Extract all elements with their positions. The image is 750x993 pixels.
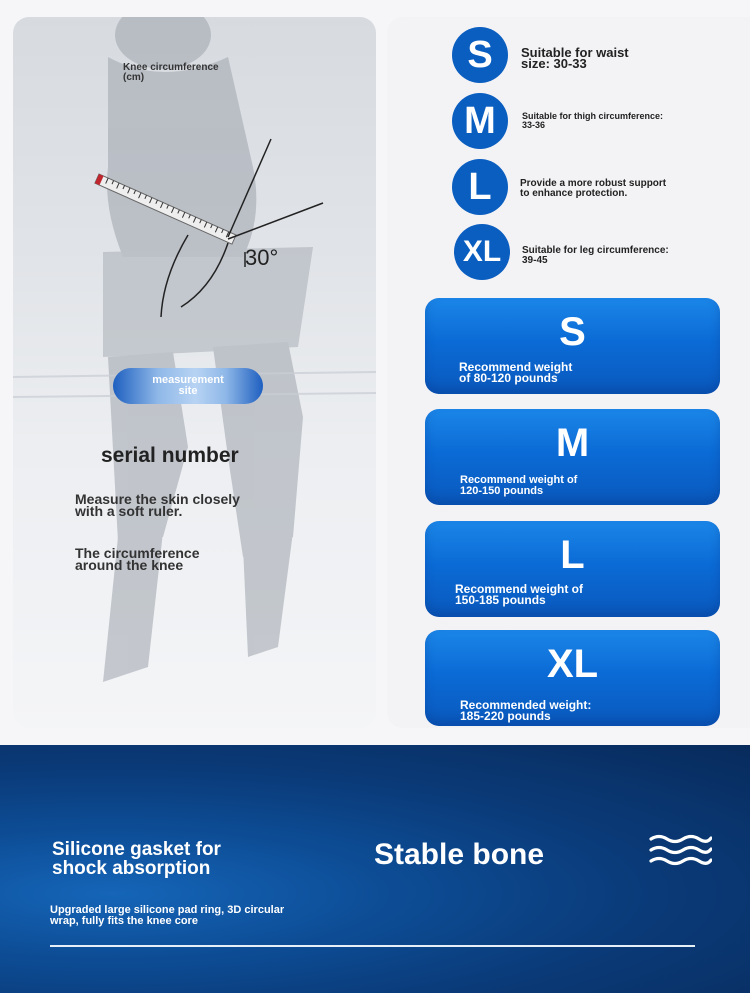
size-circle-s: S [452, 27, 508, 83]
weight-card-desc: Recommend weight of 120-150 pounds [460, 474, 578, 497]
weight-card-s [425, 298, 720, 394]
weight-card-size: M [555, 421, 590, 465]
weight-card-xl [425, 630, 720, 726]
silicone-gasket-title: Silicone gasket for shock absorption [52, 839, 221, 879]
size-desc-xl: Suitable for leg circumference: 39-45 [522, 245, 669, 266]
weight-card-desc: Recommend weight of 80-120 pounds [459, 360, 573, 385]
size-desc-s: Suitable for waist size: 30-33 [521, 45, 629, 71]
size-desc-l: Provide a more robust support to enhance protection. [520, 178, 667, 199]
weight-card-size: S [559, 310, 586, 354]
weight-card-desc: Recommend weight of 150-185 pounds [455, 582, 584, 607]
stable-bone-title: Stable bone [374, 838, 545, 871]
size-circle-l: L [452, 159, 508, 215]
angle-label: 30° [245, 245, 279, 270]
weight-card-desc: Recommended weight: 185-220 pounds [460, 698, 592, 723]
measurement-site-pill: measurement site [113, 368, 263, 404]
feature-banner [0, 745, 750, 993]
weight-card-size: XL [546, 642, 599, 686]
knee-circumference-title: Knee circumference (cm) [123, 62, 219, 83]
silicone-gasket-description: Upgraded large silicone pad ring, 3D circular wrap, fully fits the knee core [50, 904, 285, 927]
weight-card-m [425, 409, 720, 505]
wave-icon [648, 833, 712, 869]
size-circle-xl: XL [454, 224, 510, 280]
weight-card-l [425, 521, 720, 617]
instruction-knee-circumference: The circumference around the knee [75, 545, 200, 573]
instruction-soft-ruler: Measure the skin closely with a soft ruler. [75, 491, 240, 519]
size-desc-m: Suitable for thigh circumference: 33-36 [522, 111, 664, 130]
measurement-guide-panel [13, 17, 376, 728]
size-circle-m: M [452, 93, 508, 149]
banner-divider [50, 945, 695, 947]
serial-number-heading: serial number [101, 444, 239, 467]
weight-card-size: L [560, 533, 585, 577]
